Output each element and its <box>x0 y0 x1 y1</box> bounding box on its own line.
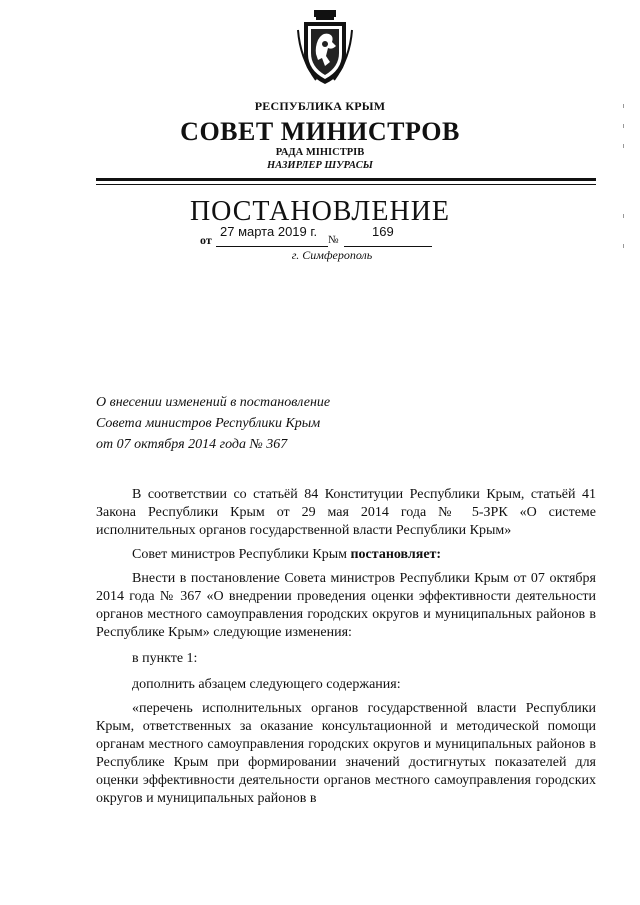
subject-line: О внесении изменений в постановление <box>96 395 331 410</box>
resolves-text: Совет министров Республики Крым <box>132 547 351 562</box>
scan-mark <box>623 104 624 108</box>
paragraph-legal-basis: В соответствии со статьёй 84 Конституции Республики Крым, статьёй 41 Закона Республики Крым от 29 мая 2014 года № 5-ЗРК «О системе исполнительных органов государственной власти Республики Крым» <box>96 487 596 538</box>
subject-line: от 07 октября 2014 года № 367 <box>96 437 288 452</box>
decree-city: г. Симферополь <box>291 248 373 262</box>
decree-number: 169 <box>372 224 394 239</box>
date-underline <box>216 246 328 247</box>
decree-title: ПОСТАНОВЛЕНИЕ <box>189 196 451 227</box>
header-rule-thick <box>96 178 596 181</box>
decree-date: 27 марта 2019 г. <box>220 224 318 239</box>
crimea-coat-of-arms-icon <box>296 10 354 88</box>
paragraph-supplement: дополнить абзацем следующего содержания: <box>132 677 401 692</box>
scan-mark <box>623 144 624 148</box>
scan-mark <box>623 214 624 218</box>
number-underline <box>344 246 432 247</box>
council-title: СОВЕТ МИНИСТРОВ <box>180 117 460 146</box>
paragraph-amendment: Внести в постановление Совета министров Республики Крым от 07 октября 2014 года № 367 «О внедрении проведения оценки эффективности деятельности органов местного самоуправления городских округов и муниципальных районов в Республике Крым» следующие изменения: <box>96 571 596 640</box>
decree-subject <box>96 392 330 455</box>
scan-mark <box>623 124 624 128</box>
paragraph-resolves <box>96 546 596 564</box>
council-title-ukrainian: РАДА МІНІСТРІВ <box>275 147 365 158</box>
resolves-keyword: постановляет: <box>350 547 442 562</box>
from-label: от <box>200 233 212 247</box>
scan-mark <box>623 244 624 248</box>
council-title-crimean-tatar: НАЗИРЛЕР ШУРАСЫ <box>267 160 373 171</box>
number-label: № <box>328 234 339 246</box>
subject-line: Совета министров Республики Крым <box>96 416 321 431</box>
republic-name: РЕСПУБЛИКА КРЫМ <box>254 99 386 113</box>
decree-body <box>96 486 596 808</box>
header-rule-thin <box>96 184 596 185</box>
paragraph-list-text: «перечень исполнительных органов государственной власти Республики Крым, ответственных за оказание консультационной и методической помощи органам местного самоуправления городских округов и муниципальных районов в Республике Крым при формировании значений достигнутых показателей для оценки эффективности деятельности органов местного самоуправления городских округов и муниципальных районов в <box>96 701 596 806</box>
paragraph-item-1: в пункте 1: <box>132 651 198 666</box>
